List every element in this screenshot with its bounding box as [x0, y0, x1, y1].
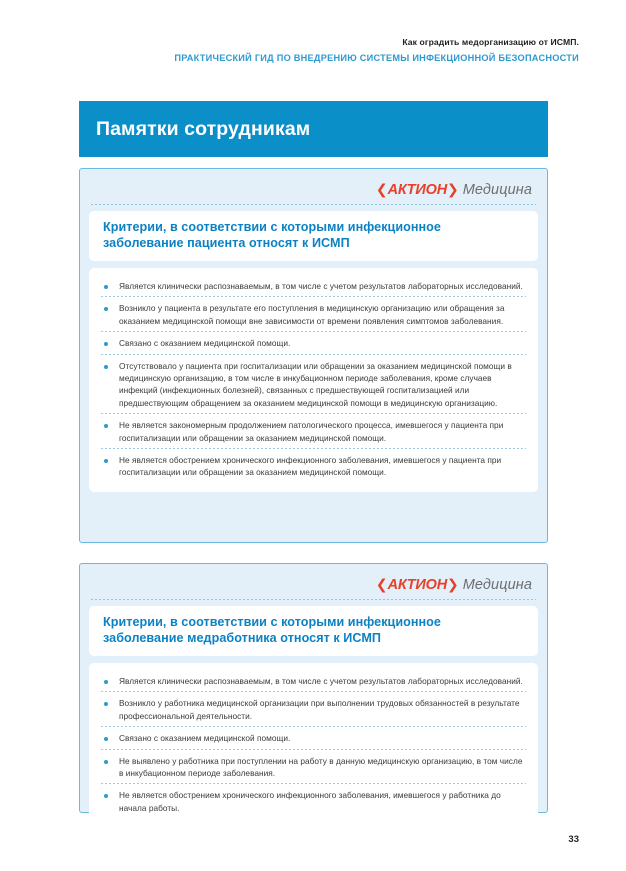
criteria-card-patient — [79, 168, 548, 543]
bullet-dot-icon — [104, 737, 108, 741]
card-title-box — [89, 211, 538, 261]
logo-bracket-left-icon: ❮ — [375, 575, 388, 592]
bullet-dot-icon — [104, 307, 108, 311]
running-header — [0, 36, 626, 66]
list-item-text: Не является обострением хронического инфекционного заболевания, имевшегося у работника до начала работы. — [119, 790, 501, 813]
list-item — [101, 414, 526, 449]
bullet-dot-icon — [104, 760, 108, 764]
list-item — [101, 449, 526, 484]
list-item — [101, 727, 526, 749]
aktion-medicina-logo — [376, 181, 532, 198]
card-title-box — [89, 606, 538, 656]
running-header-subtitle: ПРАКТИЧЕСКИЙ ГИД ПО ВНЕДРЕНИЮ СИСТЕМЫ ИНФЕКЦИОННОЙ БЕЗОПАСНОСТИ — [174, 53, 579, 63]
list-item-text: Возникло у пациента в результате его поступления в медицинскую организацию или обращения за оказанием медицинской помощи вне зависимости от времени появления симптомов заболевания. — [119, 303, 505, 326]
card-title: Критерии, в соответствии с которыми инфекционное заболевание пациента относят к ИСМП — [103, 220, 441, 250]
logo-wordmark: АКТИОН — [387, 576, 447, 593]
bullet-dot-icon — [104, 794, 108, 798]
card-body-box — [89, 663, 538, 827]
divider — [91, 204, 536, 205]
logo-bracket-left-icon: ❮ — [375, 180, 388, 197]
page-title: Памятки сотрудникам — [96, 117, 311, 140]
card-body-box — [89, 268, 538, 492]
list-item-text: Возникло у работника медицинской организации при выполнении трудовых обязанностей в результате профессиональной деятельности. — [119, 698, 520, 721]
list-item — [101, 670, 526, 692]
list-item — [101, 692, 526, 727]
list-item — [101, 297, 526, 332]
list-item — [101, 332, 526, 354]
list-item-text: Связано с оказанием медицинской помощи. — [119, 338, 291, 349]
list-item-text: Является клинически распознаваемым, в том числе с учетом результатов лабораторных исследований. — [119, 676, 523, 686]
bullet-dot-icon — [104, 702, 108, 706]
bullet-dot-icon — [104, 459, 108, 463]
bullet-dot-icon — [104, 680, 108, 684]
list-item — [101, 784, 526, 819]
logo-bracket-right-icon: ❯ — [447, 180, 459, 197]
running-header-title: Как оградить медорганизацию от ИСМП. — [402, 37, 579, 47]
list-item-text: Не выявлено у работника при поступлении на работу в данную медицинскую организацию, в том числе в инкубационном периоде заболевания. — [119, 755, 523, 779]
bullet-dot-icon — [104, 342, 108, 346]
list-item-text: Является клинически распознаваемым, в том числе с учетом результатов лабораторных исследований. — [119, 281, 523, 291]
list-item — [101, 750, 526, 785]
card-logo-row — [89, 177, 538, 201]
bullet-dot-icon — [104, 365, 108, 369]
divider — [91, 599, 536, 600]
page-number: 33 — [568, 834, 579, 845]
logo-subword: Медицина — [462, 576, 532, 593]
logo-bracket-right-icon: ❯ — [447, 575, 459, 592]
card-logo-row — [89, 572, 538, 596]
list-item-text: Связано с оказанием медицинской помощи. — [119, 733, 291, 744]
list-item — [101, 275, 526, 297]
list-item-text: Отсутствовало у пациента при госпитализации или обращении за оказанием медицинской помощи в медицинскую организацию, в том числе в инкубационном периоде заболевания, кроме случаев инфекций (инфекционных болезней), связанных с предшествующей госпитализацией или предшествующим обращением за оказанием медицинской помощи в медицинскую организацию. — [119, 360, 512, 408]
criteria-card-worker — [79, 563, 548, 813]
section-title-band — [79, 101, 548, 157]
bullet-dot-icon — [104, 424, 108, 428]
card-title: Критерии, в соответствии с которыми инфекционное заболевание медработника относят к ИСМП — [103, 615, 441, 645]
list-item-text: Не является закономерным продолжением патологического процесса, имевшегося у пациента при госпитализации или обращении за оказанием медицинской помощи. — [119, 420, 504, 443]
list-item-text: Не является обострением хронического инфекционного заболевания, имевшегося у пациента при госпитализации или обращении за оказанием медицинской помощи. — [119, 455, 502, 478]
list-item — [101, 355, 526, 415]
aktion-medicina-logo — [376, 576, 532, 593]
logo-subword: Медицина — [462, 181, 532, 198]
bullet-dot-icon — [104, 285, 108, 289]
logo-wordmark: АКТИОН — [387, 181, 447, 198]
